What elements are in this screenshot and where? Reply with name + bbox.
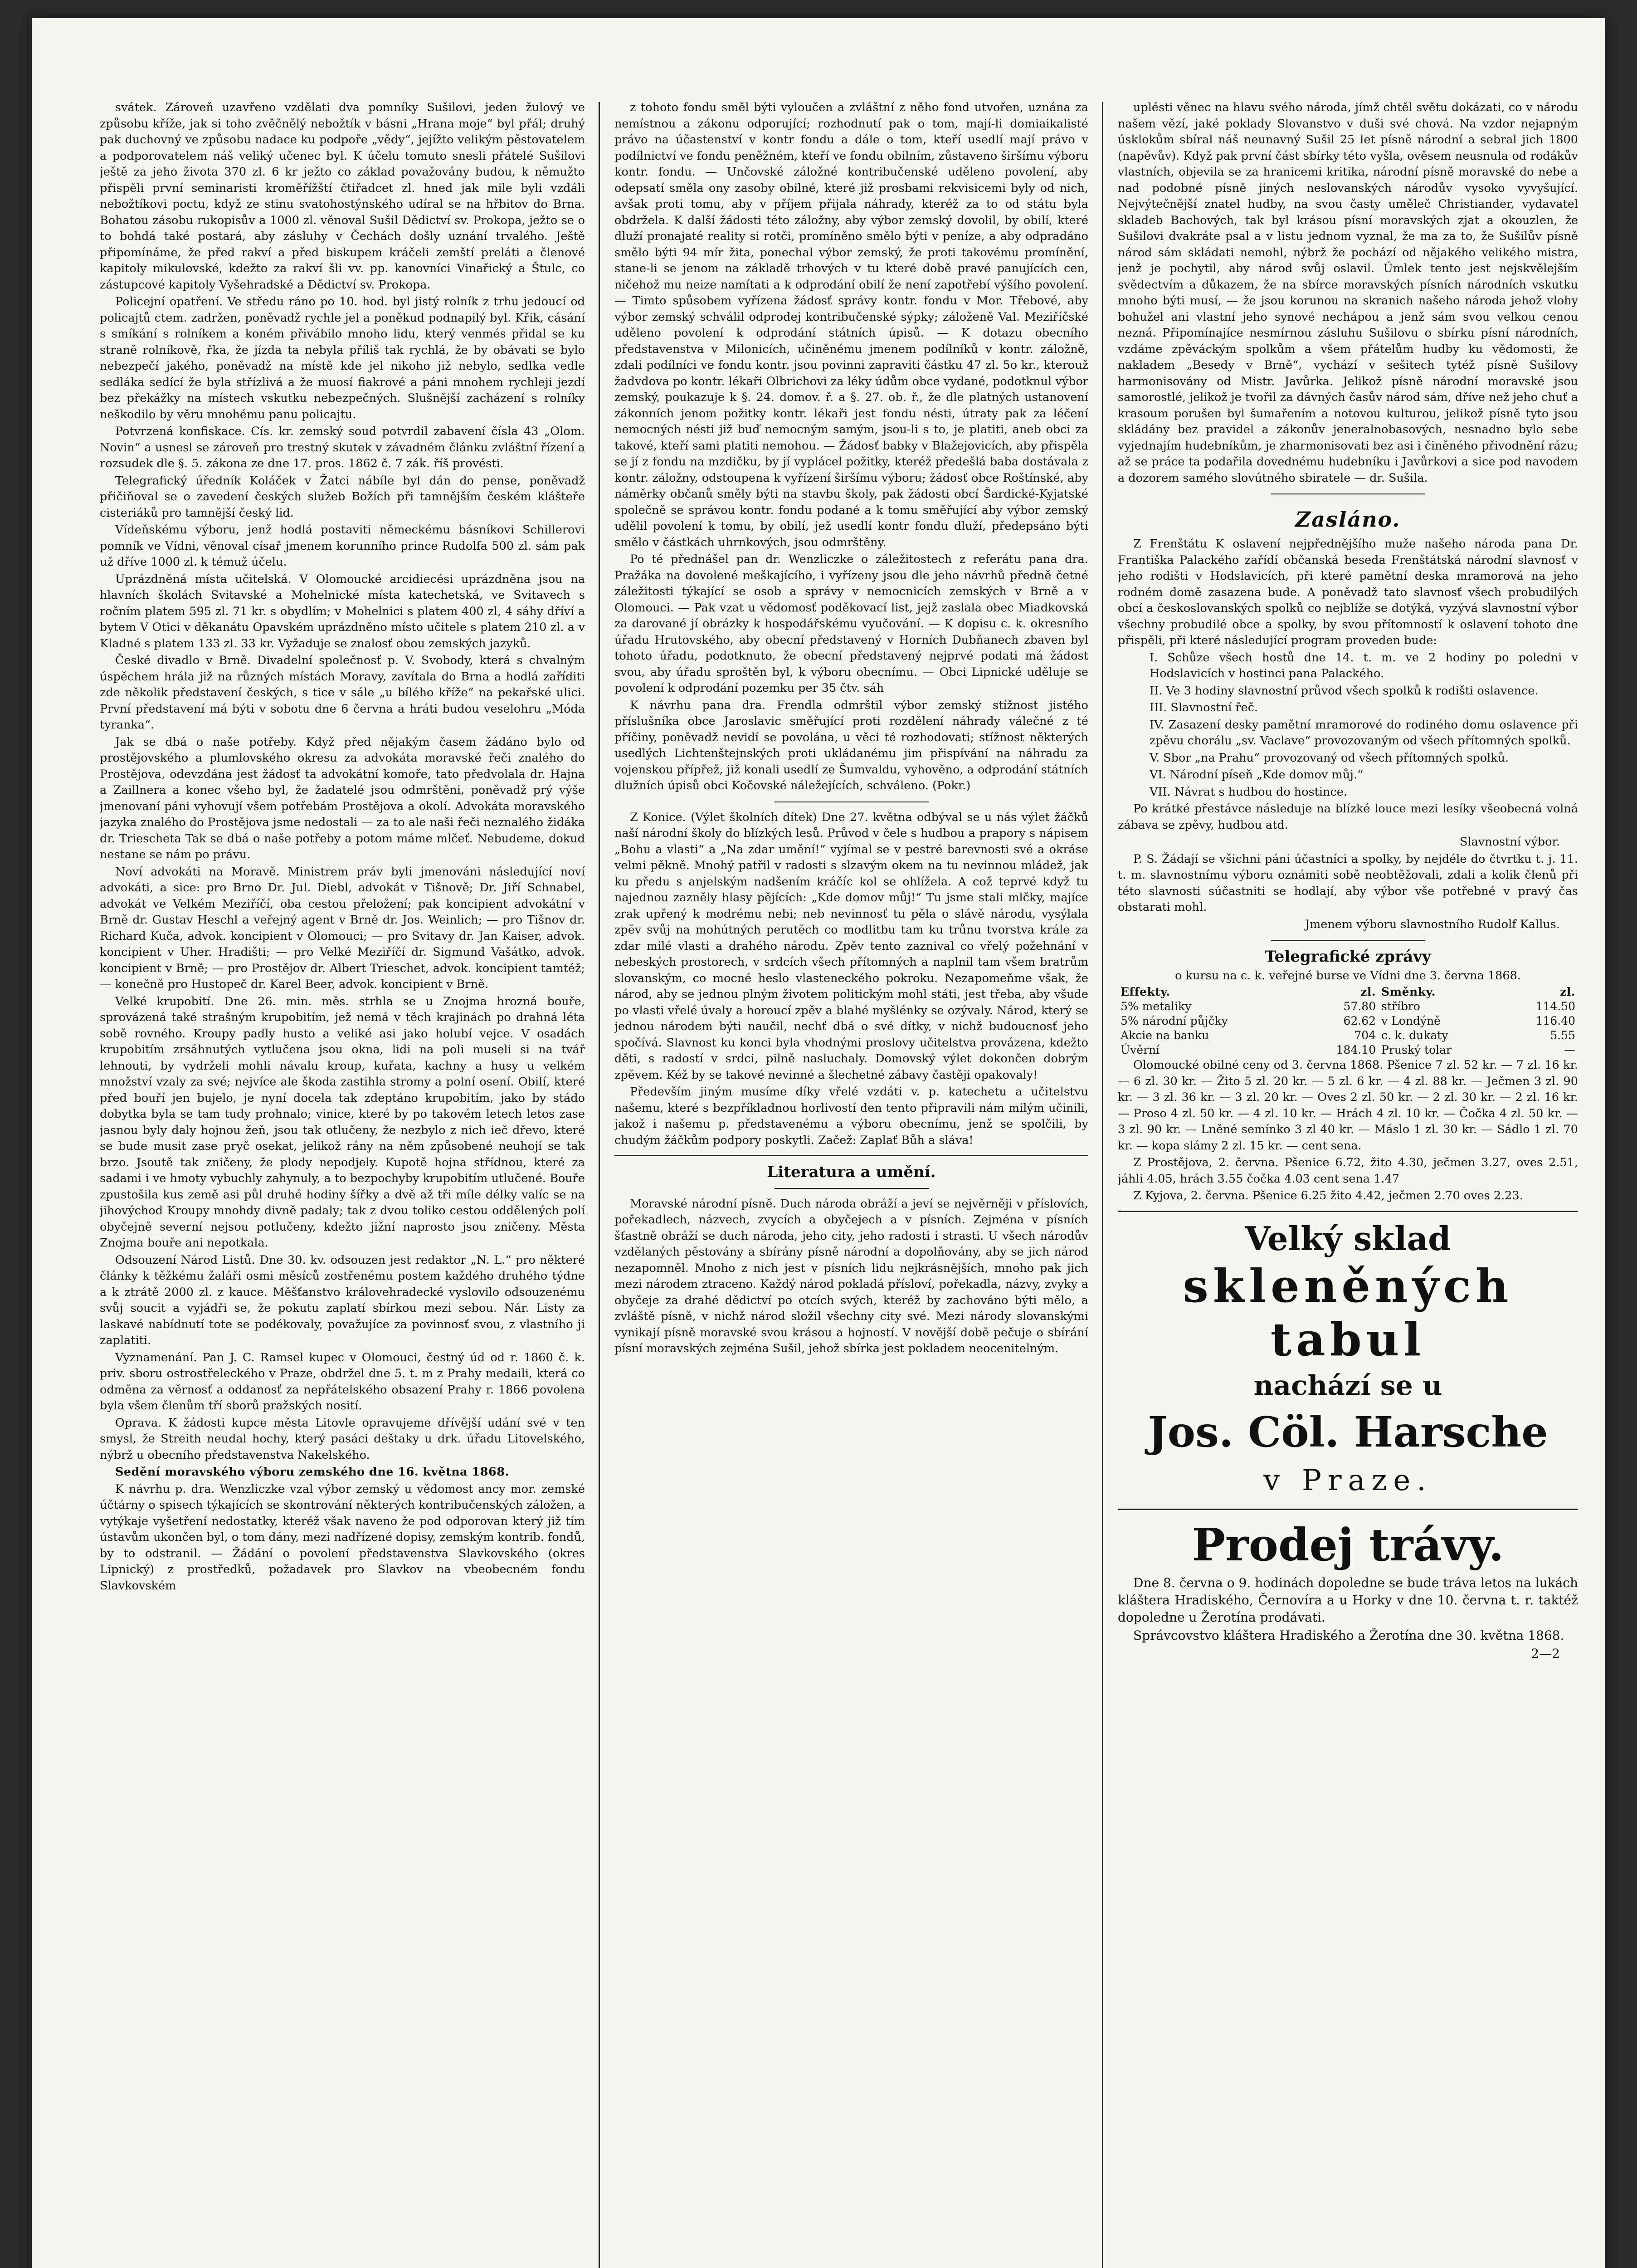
- article-correction: Oprava. K žádosti kupce města Litovle opravujeme dřívější udání své v ten smysl, že Streith neudal hochy, který pasáci deštaky u drk. úřadu Litovelského, nýbrž u obecního představenstva Nakelského.: [100, 1416, 585, 1462]
- literature-heading: Literatura a umění.: [767, 1163, 936, 1181]
- article-advocates: Noví advokáti na Moravě. Ministrem práv byli jmenováni následující noví advokáti, a sice: pro Brno Dr. Jul. Diebl, advokát v Tišnově; Dr. Jiří Schnabel, advokát ve Velkém Meziříčí, oba cestou přeložení; pak koncipient advokátní v Brně dr. Gustav Heschl a veřejný agent v Brně dr. Jos. Weinlich; — pro Tišnov dr. Richard Kuča, advok. koncipient v Olomouci; — pro Svitavy dr. Jan Kaiser, advok. koncipient v Uher. Hradišti; — pro Velké Meziříčí dr. Sigmund Vašátko, advok. koncipient v Brně; — pro Prostějov dr. Albert Trieschet, advok. koncipient tamtéž; — konečně pro Hustopeč dr. Karel Beer, advok. koncipient v Brně.: [100, 865, 585, 991]
- table-row: Akcie na banku 704 c. k. dukaty 5.55: [1121, 1029, 1575, 1042]
- advert-grass: [1118, 1516, 1578, 1662]
- table-row: Effekty. zl. Směnky. zl.: [1121, 985, 1575, 998]
- signature: Slavnostní výbor.: [1459, 835, 1560, 849]
- signature: Jmenem výboru slavnostního Rudolf Kallus.: [1305, 917, 1560, 931]
- article-sushil: svátek. Zároveň uzavřeno vzdělati dva pomníky Sušilovi, jeden žulový ve způsobu kříže, jak si toho zvěčnělý nebožtík v básni „Hrana moje“ byl přál; druhý pak duchovný ve způsobu nadace ku podpoře „vědy“, jejížto velikým pěstovatelem a podporovatelem náš veliký učenec byl. K účelu tomuto snesli přátelé Sušilovi ještě za jeho života 370 zl. 6 kr ježto co základ považovány budou, k němužto přispěli první seminaristi kroměřížští čtiřadcet zl. hned jak mile byli vzdáli nebožtíkovi poctu, když ze stinu svatohostýnského udíral se na hřbitov do Brna. Bohatou zásobu rukopisův a 1000 zl. věnoval Sušil Dědictví sv. Prokopa, ježto se o to bohdá také postará, aby zásluhy v Čechách došly uznání trvalého. Ještě připomínáme, že před rakví a před biskupem kráčeli zemští preláti a členové kapitoly mikulovské, kdežto za rakví šli vv. pp. kanovníci Vinařický a Štulc, co zástupcové kapitoly Vyšehradské a Dědictví sv. Prokopa.: [100, 101, 585, 292]
- article-committee-3: K návrhu pana dra. Frendla odmrštil výbor zemský stížnost jistého příslušníka obce Jaroslavic směřující proti rozdělení náhrady válečné z té příčiny, poněvadž nevidí se povolána, u věci té rozhodovati; stížnost některých usedlých Lichtenštejnských proti ukládanému jim přispívání na náhradu za vojenskou přípřež, již konali usedlí ze Šumvaldu, vyhověno, a odprodání státních dlužních úpisů obci Kočovské náležejících, schváleno. (Pokr.): [614, 698, 1088, 792]
- column-rule: [1102, 102, 1103, 2268]
- advert-signature: Správcovstvo kláštera Hradiského a Žerotína dne 30. května 1868.: [1133, 1628, 1564, 1643]
- article-police: Policejní opatření. Ve středu ráno po 10. hod. byl jistý rolník z trhu jedoucí od policajtů ctem. zadržen, poněvadž rychle jel a poněkud podnapilý byl. Křik, cásání s smíkání s rolníkem a koném přivábilo mnoho lidu, který venmés přidal se ku straně rolníkově, řka, že jízda ta nebyla příliš tak rychlá, že by obávati se bylo nebezpečí jakého, poněvadž na místě kde jel nikoho již nebylo, sedlka vedle sedláka sedící že byla střízlivá a že muosí fiakrové a páni mnohem rychleji jezdí bez překážky na místech vskutku nebezpečných. Slušnější zacházení s rolníky neškodilo by věru mnohému panu policajtu.: [100, 295, 585, 421]
- divider: [1271, 940, 1425, 941]
- advert-title: Prodej trávy.: [1192, 1519, 1504, 1571]
- advert-line: nachází se u: [1253, 1369, 1442, 1402]
- advert-line: Jos. Cöl. Harsche: [1148, 1407, 1548, 1457]
- program-item: V. Sbor „na Prahu“ provozovaný od všech přítomných spolků.: [1150, 751, 1509, 765]
- program-item: IV. Zasazení desky pamětní mramorové do rodiného domu oslavence při zpěvu chorálu „sv. Vaclave“ provozovaným od všech přítomných spolků.: [1150, 718, 1578, 748]
- telegraph-sub: o kursu na c. k. veřejné burse ve Vídni dne 3. června 1868.: [1175, 968, 1521, 982]
- divider: [1118, 1211, 1578, 1212]
- article-needs: Jak se dbá o naše potřeby. Když před nějakým časem žádáno bylo od prostějovského a plumlovského okresu za advokáta moravské řeči znalého do Prostějova, odevzdána jest žádosť ta advokátní komoře, tato předvolala dr. Hajna a Zaillnera a konec všeho byl, že žadatelé jsou odmrštěni, poněvadž prý výše jmenovaní páni vyhovují všem potřebám Prostějova a okolí. Advokáta moravského jazyka znalého do Prostějova jsme nedostali — za to ale naši řeči neznalého židáka dr. Trieschetа Tak se dbá o naše potřeby a potom máme mlčeť. Nebudeme, dokud nestane se nám po právu.: [100, 735, 585, 861]
- article-award: Vyznamenání. Pan J. C. Ramsel kupec v Olomouci, čestný úd od r. 1860 č. k. priv. sboru ostrostřeleckého v Praze, obdržel dne 5. t. m z Prahy medaili, která co odměna za věrnosť a oddanosť za nepřátelského obsazení Prahy r. 1866 povolena byla všem členům tří sborů pražských nosití.: [100, 1350, 585, 1413]
- article-confiscation: Potvrzená konfiskace. Cís. kr. zemský soud potvrdil zabavení čísla 43 „Olom. Novin“ a usnesl se zároveň pro trestný skutek v závadném článku zvláštní řízení a rozsudek dle §. 5. zákona ze dne 17. pros. 1862 č. 7 zák. říš provésti.: [100, 425, 585, 470]
- exchange-table: [1118, 985, 1578, 1057]
- divider: [775, 1188, 929, 1189]
- divider: [614, 1155, 1088, 1156]
- program-item: II. Ve 3 hodiny slavnostní průvod všech spolků k rodišti oslavence.: [1150, 684, 1539, 698]
- advert-line: Velký sklad: [1245, 1219, 1451, 1258]
- article-telegraph: Telegrafický úředník Koláček v Žatci nábíle byl dán do pense, poněvadž přičiňoval se o zavedení českých služeb Božích při tamnějším českém klášteře cisteriáků pro tamnější český lid.: [100, 474, 585, 520]
- newspaper-page: [32, 18, 1605, 2268]
- postscript: P. S. Žádají se všichni páni účastníci a spolky, by nejdéle do čtvrtku t. j. 11. t. m. slavnostnímu výboru oznámiti sobě neobtěžovali, zdali a kolik členů při této slavnosti súčastniti se hodlají, aby výbor vše potřebné v pravý čas obstarati mohl.: [1118, 852, 1578, 914]
- table-row: 5% metaliky 57.80 stříbro 114.50: [1121, 1000, 1575, 1013]
- grain-prices: Olomoucké obilné ceny od 3. června 1868. Pšenice 7 zl. 52 kr. — 7 zl. 16 kr. — 6 zl. 30 kr. — Žito 5 zl. 20 kr. — 5 zl. 6 kr. — 4 zl. 88 kr. — Ječmen 3 zl. 90 kr. — 3 zl. 36 kr. — 3 zl. 20 kr. — Oves 2 zl. 50 kr. — 2 zl. 30 kr. — 2 zl. 16 kr. — Proso 4 zl. 50 kr. — 4 zl. 10 kr. — Hrách 4 zl. 10 kr. — Čočka 4 zl. 50 kr. — 3 zl. 90 kr. — Lněné semínko 3 zl 40 kr. — Máslo 1 zl. 30 kr. — Sádlo 1 zl. 70 kr. — kopa slámy 2 zl. 15 kr. — cent sena.: [1118, 1058, 1578, 1153]
- table-row: 5% národní půjčky 62.62 v Londýně 116.40: [1121, 1014, 1575, 1027]
- article-committee-heading: Sedění moravského výboru zemského dne 16. května 1868.: [115, 1465, 509, 1479]
- advert-mark: 2—2: [1531, 1646, 1560, 1661]
- article-hailstorm: Velké krupobití. Dne 26. min. měs. strhla se u Znojma hrozná bouře, sprovázená také strašným krupobitím, jež nemá v těch krajinách po drahná léta sobě rovného. Kroupy padly husto a veliké asi jako holubí vejce. V osadách krupobitím zrsáhnutých vytlučena jsou okna, lidi na poli museli si na tvář lehnouti, by vydrželi mohli návalu kroup, kuřata, kachny a husy u velkém množství vzaly za své; nejvíce ale škoda zastihla stromy a polní osení. Obilí, které před bouří jen bujelo, je nyní docela tak zdeptáno krupobitím, jako by stádo dobytka byla se tam tudy prohnalo; vinice, které by po takovém letech letos zase jasnou byly daly hojnou žeň, jsou tak otlučeny, že nezbylo z nich ieč dřevo, které se bude musit zase pryč osekat, jelikož rány na něm způsobené neuhojí se tak brzo. Jsoutě tak zničeny, že plody nepodjely. Kupotě hojna střídnou, které za sadami i ve hmoty vybuchly zahynuly, a to bezpochyby krupobitím utlučené. Bouře zpustošila kus země asi půl druhé hodiny šířky a dvě až tři míle délky valíc se na jihovýchod Kroupy mnohdy divně padaly; tak z dvou toliko cestou oddělených polí obyčejně severní nejsou potlučeny, kdežto jižní naprosto jsou zničeny. Města Znojma bouře ani nepotkala.: [100, 994, 585, 1250]
- article-committee-cont: z tohoto fondu směl býti vyloučen a zvláštní z něho fond utvořen, uznána za nemístnou a zákonu odporující; rozhodnutí pak o tom, mají-li domiaikalisté právo na účastenství v kontr fondu a dále o tom, kteří usedlí mají právo v podílnictví ve fondu peněžném, kteří ve fondu obilním, zůstaveno širšímu výboru kontr. fondu. — Unčovské záložné kontribučenské uděleno povolení, aby odepsatí směla ony zasoby obilné, které již prosbami rekvisicemi byly od nich, avšak proti tomu, aby v příjem přijala náhrady, kteréž za to od státu byla obdržela. K další žádosti této záložny, aby výbor zemský dovolil, by obilí, které dluží pronajaté reality si rotči, promíněno smělo býti v peníze, a aby odpradáno smělo býti 94 mír žita, ponechal výbor zemský, že proti takovému promínění, stane-li se jenom na základě trhových v tu které době pravé panujících cen, ničehož mu neize namítati a k odprodání obilí že není zapotřebí výšího povolení. — Timto spůsobem vyřízena žádosť správy kontr. fondu v Mor. Třebové, aby výbor zemský schválil odprodej kontribučenské sýpky; záloženě Val. Meziříčské uděleno povolení k odprodání státních úpisů. — K dotazu obecního představenstva v Milonicích, učiněnému jmenem podílníků v kontr. záložně, zdali podílníci ve fondu kontr. jsou povinni zapraviti částku 47 zl. 5o kr., kterouž žadvdova po kontr. lékaři Olbrichovi za léky údům obce vydané, podotknul výbor zemský, poukazuje k §. 24. domov. ř. a §. 27. ob. ř., že dle platných ustanovení zákonních jenom požitky kontr. lékaři jest fondu nésti, útraty pak za léčení nemocných nésti již buď nemocným samým, jsou-li s to, je platiti, aneb obci za takové, kteří sami platiti nemohou. — Žádosť babky v Blažejovicích, aby přispěla se jí z fondu na mzdičku, by jí vyplácel požitky, kteréž předešlá baba dostávala z kontr. záložny, odstoupena k vyřízení širšímu výboru; žádosť obce Roštínské, aby náměrky občanů směly býti na stavbu školy, pak žádosti obcí Šardické-Kyjatské společně se správou kontr. fondu podané a k tomu směřující aby výbor zemský udělil povolení k tomu, by obilí, jež usedlí kontr fondu dluží, předepsáno býti smělo v částkách uhrnkových, jsou odmrštěny.: [614, 101, 1088, 549]
- zaslano-text: Z Frenštátu K oslavení nejpřednějšího muže našeho národa pana Dr. Františka Palackého zařídí občanská beseda Frenštátská národní slavnosť v jeho rodišti v Hodslavicích, při které pamětní deska mramorová na jeho rodném domě zasazena bude. A poněvadž tato slavnosť všech probudilých obcí a českoslovanských spolků co nejblíže se dotýká, vyzývá slavnostní výbor všechny probudilé obce a spolky, by svou přítomností k oslavení tohoto dne přispěli, při které následující program proveden bude:: [1118, 537, 1578, 647]
- divider: [1118, 1509, 1578, 1510]
- column-1: [100, 100, 585, 2268]
- table-row: Úvěrní 184.10 Pruský tolar —: [1121, 1043, 1575, 1056]
- article-committee-2: Po té přednášel pan dr. Wenzliczke o záležitostech z referátu pana dra. Pražáka na dovolené meškajícího, i vyřízeny jsou dle jeho návrhů předně četné záležitosti týkající se osob a správy v nemocnicích zemských v Brně a v Olomouci. — Pak vzat u vědomosť poděkovací list, jejž zaslala obec Miadkovská za darované jí obrázky k hospodářskému vyučování. — K dopisu c. k. okresního úřadu Hrutovského, aby obecní představený v Horních Dubňanech zbaven byl tohoto úřadu, podotknuto, že obecní představený nejprvé podati má žádost svou, aby úřadu sproštěn byl, k výboru obecnímu. — Obci Lipnické uděluje se povolení k odprodání pozemku per 35 čtv. sáh: [614, 552, 1088, 695]
- article-konice-thanks: Především jiným musíme díky vřelé vzdáti v. p. katechetu a učitelstvu našemu, které s bezpříkladnou horlivostí den tento připravili nám milým učinili, jakož i našemu p. představenému a výboru obecnímu, jenž se spolčili, by chudým žáčkům podpory poskytli. Začež: Zaplať Bůh a sláva!: [614, 1085, 1088, 1147]
- program-item: VII. Návrat s hudbou do hostince.: [1150, 785, 1347, 799]
- article-narodni-listy: Odsouzení Národ Listů. Dne 30. kv. odsouzen jest redaktor „N. L.“ pro některé články k těžkému žaláři osmi měsíců zostřenému postem každého druhého týdne a k ztrátě 2000 zl. z kauce. Měšťanstvo královehradecké vyslovilo odsouzenému svůj soucit a vyjádři se, že pokutu zaplatí sbírkou mezi sebou. Nár. Listy za laskavé nabídnutí tote se podékovaly, považujíce za povinnosť svou, z vlastního ji zaplatiti.: [100, 1253, 585, 1347]
- column-2: [614, 100, 1088, 2268]
- article-konice: Z Konice. (Výlet školních dítek) Dne 27. května odbýval se u nás výlet žáčků naší národní školy do blízkých lesů. Průvod v čele s hudbou a prapory s nápisem „Bohu a vlasti“ a „Na zdar umění!“ vyjímal se v pestré barevnosti své a okrásе velmi pěkně. Mnohý patřil v radosti s slzavým okem na tu nevinnou mládež, jak ku předu s anjelským nadšením kráčíc kol se ohlížela. A což teprvé když tu najednou zazněly hlasy pějících: „Kde domov můj!“ Tu jsme stali mlčky, majíce zrak upřený k modrému nebi; neb nevinnosť tu pěla o slávě národu, vysýlala zpěv svůj na mohútných perutěch co modlitbu tam ku trůnu tvorstva krále za zdar milé vlasti a drahého národu. Zpěv tento zaznival co vřelý požehnání v nebeských prostorech, v srdcích všech přítomných a naplnil tam všem bratrům slovanským, co mocné heslo vlasteneckého pokroku. Nezapomeňme však, že národ, aby se jednou plným životem politickým mohl státi, jest třeba, aby všude po vlasti vřelé úvaly a horoucí zpěv a blahé myšlénky se ozývaly. Národ, který se jednou národem býti naučil, nechť dbá o své dítky, v nichž budoucnosť jeho spočívá. Slavnost ku konci byla vhodnými proslovy učitelstva provázena, kdežto děti, s radostí v srdci, pilně nasluchaly. Domovský výlet dokončen dobrým zpěvem. Kéž by se takové nevinné a šlechetné zábavy častěji opakovaly!: [614, 810, 1088, 1082]
- program-list: [1118, 650, 1578, 801]
- article-theatre: České divadlo v Brně. Divadelní společnosť p. V. Svobody, která s chvalným úspěchem hrála již na různých místách Moravy, zavítala do Brna a hodlá zaříditi zde několik představení českých, s tice v sále „u bílého kříže“ na pekařské ulici. První představení má býti v sobotu dne 6 června a hráti budou veselohru „Móda tyranka“.: [100, 654, 585, 732]
- zaslano-heading: Zasláno.: [1295, 507, 1401, 532]
- literature-text: Moravské národní písně. Duch národa obráží a jeví se nejvěrněji v příslovích, pořekadlech, názvech, zvycích a obyčejech a v písních. Zejména v písních šťastně obráží se duch národa, jeho city, jeho radosti i strasti. U všech národův vzdělaných pěstovány a sbírány písně národní a dopolňovány, aby se jich národ nezapomněl. Mnoho z nich jest v písních lidu nejkrásnějších, mnoho pak jich mezi národem ztraceno. Každý národ pokladá přísloví, pořekadla, názvy, zvyky a obyčeje za drahé dědictví po otcích svých, kteréž by zachováno býti mělo, a zvláště písně, v nichž národ složil všechny city své. Mezi národy slovanskými vynikají písně moravské svou krásou a hojností. V novější době pečuje o sbírání písní moravských zejména Sušil, jehož sbírka jest pokladem neocenitelným.: [614, 1197, 1088, 1355]
- article-committee: K návrhu p. dra. Wenzliczke vzal výbor zemský u vědomost ancy mor. zemské účtárny o spisech týkajících se skontrování některých kontribučenských záložen, a vytýkaje vyšetření nedostatky, kteréž však naveno že pod odporovan který již tím ústavům ukončen byl, o tom dány, mezi nadřízené dopisy, zemským kontrib. fondů, by to odstranil. — Žádání o povolení představenstva Slavkovského (okres Lipnický) z prostředků, požadavek pro Slavkov na vbeobecném fondu Slavkovském: [100, 1482, 585, 1593]
- grain-prices-prostejov: Z Prostějova, 2. června. Pšenice 6.72, žito 4.30, ječmen 3.27, oves 2.51, jáhli 4.05, hrách 3.55 čočka 4.03 cent sena 1.47: [1118, 1156, 1578, 1186]
- program-item: VI. Národní píseň „Kde domov můj.“: [1150, 768, 1364, 782]
- advert-line: v Praze.: [1263, 1463, 1432, 1497]
- program-item: I. Schůze všech hostů dne 14. t. m. ve 2 hodiny po poledni v Hodslavicích v hostinci pana Palackého.: [1150, 650, 1578, 680]
- article-teachers: Uprázdněná místa učitelská. V Olomoucké arcidiecési uprázdněna jsou na hlavních školách Svitavské a Mohelnické místa katechetská, ve Svitavech s ročním platem 595 zl. 71 kr. s obydlím; v Mohelnici s platem 400 zl, 4 sáhy dříví a bytem V Otici v děkanátu Opavském uprázdněno místo učitele s platem 210 zl. a v Kladné s platem 133 zl. 33 kr. Vyžaduje se znalosť obou zemských jazyků.: [100, 572, 585, 650]
- literature-cont: uplésti věnec na hlavu svého národa, jímž chtěl světu dokázati, co v národu našem vězí, jaké poklady Slovanstvo v duši své chová. Na vzdor nejapným úsklokům sbíral náš neunavný Sušil 25 let písně národní a sebral jich 1800 (napěvův). Když pak první část sbírky této vyšla, ověsem neusnula od rodákův vlastních, objevila se za hranicemi kritika, národní písně moravské do nebe a nad podobné písně jiných neslovanských národův vysoko vyvyšující. Nejvýtečnější znatel hudby, na svou časty uměleč Christiander, vydavatel skladeb Bachových, tak byl krásou písní moravských zjat a okouzlen, že Sušilovi dvakráte psal a v listu jednom vyznal, že ma za to, že Sušilův písně národ sám skládati nemohl, nýbrž že pochází od nějakého velikého mistra, jenž je pochytil, aby národ svůj oslavil. Úmlek tento jest nejskvělejším svědectvím a důkazem, že na sbírce moravských písních národních vskutku mnoho býti musí, — že jsou korunou na skranich našeho národa jehož vlohy bohužel ani vlastní jeho synové nechápou a jenž sám svou velkou cenou nezná. Připomínajíce nesmírnou zásluhu Sušilovu o sbírku písní národních, vzdáme zpěváckým spolkům a všem přátelům hudby ku vědomosti, že nakladem „Besedy v Brně“, vychází v sešitech tytéž písně Sušilovy harmonisovány od Mistr. Javůrka. Jelikož písně národní moravské jsou samorostlé, jelikož je tvořil za dávných časův národ sám, dříve než jeho chuť a krasoum porušen byl šumařením a notovou kulturou, jelikož písně tyto jsou skládány bez pravidel a zákonův jeneralnobasových, nesnadno bylo sebe vyjednajím hudebníkům, je zharmonisovati bez asi i činěného přivodnění rázu; až se práce ta podařila dovednému hudebníku i Javůrkovi a sice pod navodem a dozorem samého slovútného sbiratele — dr. Sušila.: [1118, 101, 1578, 485]
- column-rule: [599, 102, 600, 2268]
- article-schiller: Vídeňskému výboru, jenž hodlá postaviti německému básníkovi Schillerovi pomník ve Vídni, věnoval císař jmenem korunního prince Rudolfa 500 zl. sám pak už dříve 1000 zl. k témuž účelu.: [100, 523, 585, 569]
- telegraph-heading: Telegrafické zprávy: [1265, 948, 1431, 966]
- advert-line: skleněných tabul: [1183, 1259, 1513, 1366]
- advert-glass: [1118, 1218, 1578, 1502]
- advert-text: Dne 8. června o 9. hodinách dopoledne se bude tráva letos na lukách kláštera Hradiského, Černovíra a u Horky v dne 10. června t. r. taktéž dopoledne u Žerotína prodávati.: [1118, 1575, 1578, 1625]
- after-program: Po krátké přestávce následuje na blízké louce mezi lesíky všeobecná volná zábava se zpěvy, hudbou atd.: [1118, 802, 1578, 832]
- grain-prices-kyjov: Z Kyjova, 2. června. Pšenice 6.25 žito 4.42, ječmen 2.70 oves 2.23.: [1133, 1189, 1523, 1202]
- program-item: III. Slavnostní řeč.: [1150, 701, 1258, 714]
- column-3: [1118, 100, 1578, 2268]
